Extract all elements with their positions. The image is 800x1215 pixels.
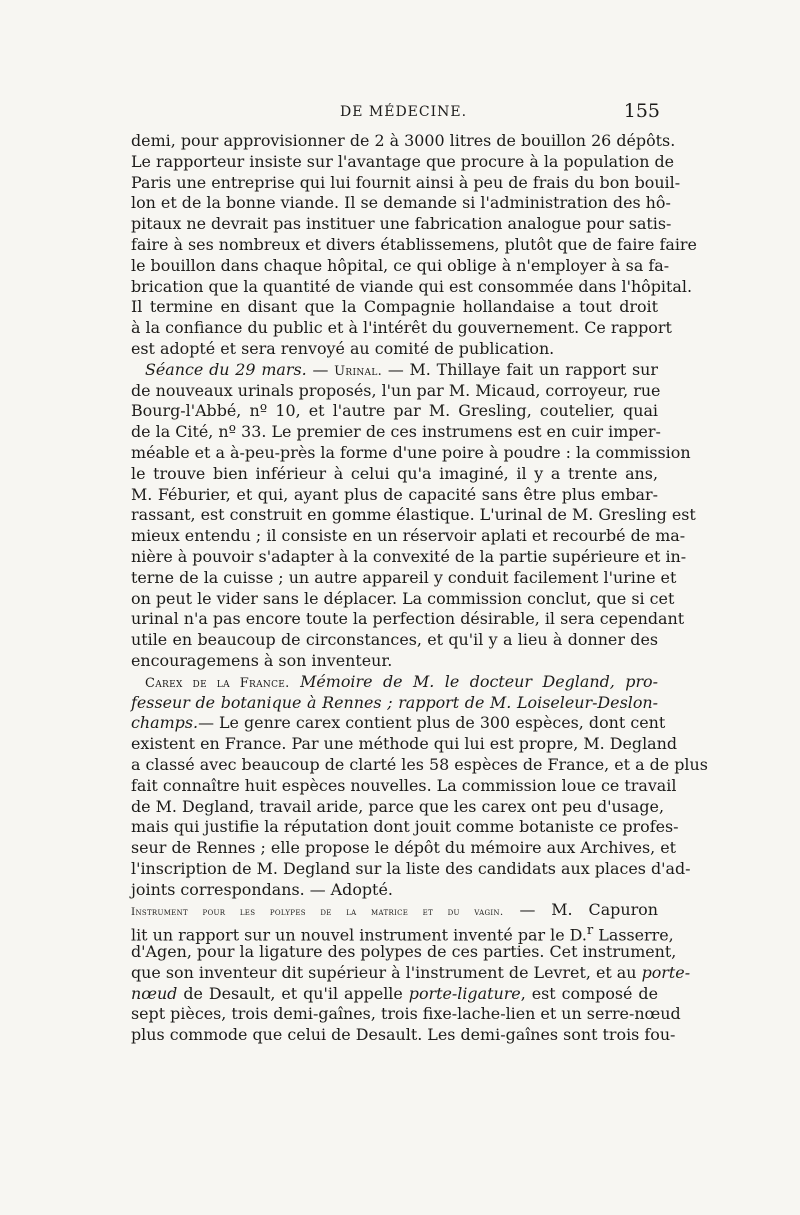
page-number: 155 [623, 100, 660, 122]
text-fragment: , est composé de [520, 983, 658, 1003]
text-fragment: que son inventeur dit supérieur à l'instrument de Levret, et au [131, 962, 642, 982]
text-line [131, 921, 674, 945]
text-line: Il termine en disant que la Compagnie hollandaise a tout droit [131, 297, 658, 317]
text-line: brication que la quantité de viande qui est consommée dans l'hôpital. [131, 276, 692, 296]
text-line: Séance du 29 mars. — Urinal. — M. Thillaye fait un rapport sur [145, 359, 658, 379]
text-line: le bouillon dans chaque hôpital, ce qui oblige à n'employer à sa fa- [131, 255, 670, 275]
text-fragment: lit un rapport sur un nouvel instrument inventé par le D. [131, 925, 587, 945]
text-line: d'Agen, pour la ligature des polypes de ces parties. Cet instrument, [131, 942, 677, 962]
paragraph-instrument [131, 900, 691, 1046]
text-line: joints correspondans. — Adopté. [131, 879, 393, 899]
text-line [131, 672, 658, 693]
text-line: M. Féburier, et qui, ayant plus de capacité sans être plus embar- [131, 484, 658, 504]
text-fragment: porte- [641, 962, 691, 982]
text-line: Bourg-l'Abbé, nº 10, et l'autre par M. Gresling, coutelier, quai [131, 401, 658, 421]
text-line: encouragemens à son inventeur. [131, 650, 393, 670]
text-line [131, 900, 658, 921]
text-line: faire à ses nombreux et divers établissemens, plutôt que de faire faire [131, 234, 697, 254]
text-line: terne de la cuisse ; un autre appareil y conduit facilement l'urine et [131, 567, 677, 587]
text-line [131, 962, 691, 984]
text-line: mais qui justifie la réputation dont jouit comme botaniste ce profes- [131, 817, 679, 837]
text-line: demi, pour approvisionner de 2 à 3000 litres de bouillon 26 dépôts. [131, 131, 676, 150]
superscript: r [586, 923, 594, 939]
text-line: mieux entendu ; il consiste en un réservoir aplati et recourbé de ma- [131, 526, 686, 546]
text-fragment: porte-ligature [408, 983, 521, 1003]
text-fragment: Lasserre, [593, 925, 674, 945]
text-line: de M. Degland, travail aride, parce que les carex ont peu d'usage, [131, 796, 665, 816]
text-line: a classé avec beaucoup de clarté les 58 espèces de France, et a de plus [131, 754, 708, 774]
text-fragment: — M. Capuron [519, 900, 658, 920]
text-line [131, 693, 658, 714]
text-line: nière à pouvoir s'adapter à la convexité de la partie supérieure et in- [131, 546, 687, 566]
text-fragment: champs. [131, 713, 199, 733]
text-line: de nouveaux urinals proposés, l'un par M. Micaud, corroyeur, rue [131, 380, 661, 400]
section-heading-carex: Carex de la France. [145, 675, 290, 691]
text-fragment: nœud [131, 983, 178, 1003]
text-line: rassant, est construit en gomme élastique. L'urinal de M. Gresling est [131, 505, 696, 525]
paragraph-urinal [131, 359, 696, 672]
text-fragment: M. Thillaye fait un rapport sur [409, 359, 658, 379]
text-fragment: Mémoire de M. le docteur Degland, pro- [300, 671, 658, 691]
text-line: à la confiance du public et à l'intérêt du gouvernement. Ce rapport [131, 318, 672, 338]
page-header [140, 100, 660, 130]
text-line [131, 984, 658, 1005]
text-line: l'inscription de M. Degland sur la liste des candidats aux places d'ad- [131, 858, 691, 878]
text-line: lon et de la bonne viande. Il se demande si l'administration des hô- [131, 193, 671, 213]
paragraph-carex [131, 671, 708, 901]
text-line: pitaux ne devrait pas instituer une fabrication analogue pour satis- [131, 214, 672, 234]
text-line: utile en beaucoup de circonstances, et qu'il y a lieu à donner des [131, 630, 658, 650]
text-fragment: fesseur de botanique à Rennes ; rapport de M. Loiseleur-Deslon- [131, 692, 658, 712]
text-line: existent en France. Par une méthode qui lui est propre, M. Degland [131, 734, 678, 754]
text-line: on peut le vider sans le déplacer. La commission conclut, que si cet [131, 588, 675, 608]
running-head: DE MÉDECINE. [340, 104, 468, 120]
text-line: le trouve bien inférieur à celui qu'a imaginé, il y a trente ans, [131, 463, 658, 483]
text-fragment: de Desault, et qu'il appelle [177, 983, 409, 1003]
text-line: méable et a à-peu-près la forme d'une poire à poudre : la commission [131, 442, 691, 462]
text-line: de la Cité, nº 33. Le premier de ces instrumens est en cuir imper- [131, 422, 661, 442]
paragraph-bouillon [131, 131, 697, 360]
text-line: fait connaître huit espèces nouvelles. La commission loue ce travail [131, 775, 677, 795]
text-line: urinal n'a pas encore toute la perfection désirable, il sera cependant [131, 609, 685, 629]
text-fragment: — Le genre carex contient plus de 300 espèces, dont cent [198, 713, 666, 733]
text-line: sept pièces, trois demi-gaînes, trois fixe-lache-lien et un serre-nœud [131, 1004, 681, 1024]
text-line: Paris une entreprise qui lui fournit ainsi à peu de frais du bon bouil- [131, 172, 681, 192]
text-line: seur de Rennes ; elle propose le dépôt du mémoire aux Archives, et [131, 838, 677, 858]
text-line: plus commode que celui de Desault. Les demi-gaînes sont trois fou- [131, 1025, 676, 1045]
text-line [131, 713, 666, 734]
text-line: Le rapporteur insiste sur l'avantage que procure à la population de [131, 151, 675, 171]
section-heading-instrument: Instrument pour les polypes de la matrice et du vagin. [131, 906, 504, 919]
section-heading-urinal: Urinal. [334, 363, 383, 379]
text-line: est adopté et sera renvoyé au comité de publication. [131, 338, 555, 358]
seance-label: Séance du 29 mars. [145, 359, 307, 379]
page-body [131, 131, 708, 1046]
